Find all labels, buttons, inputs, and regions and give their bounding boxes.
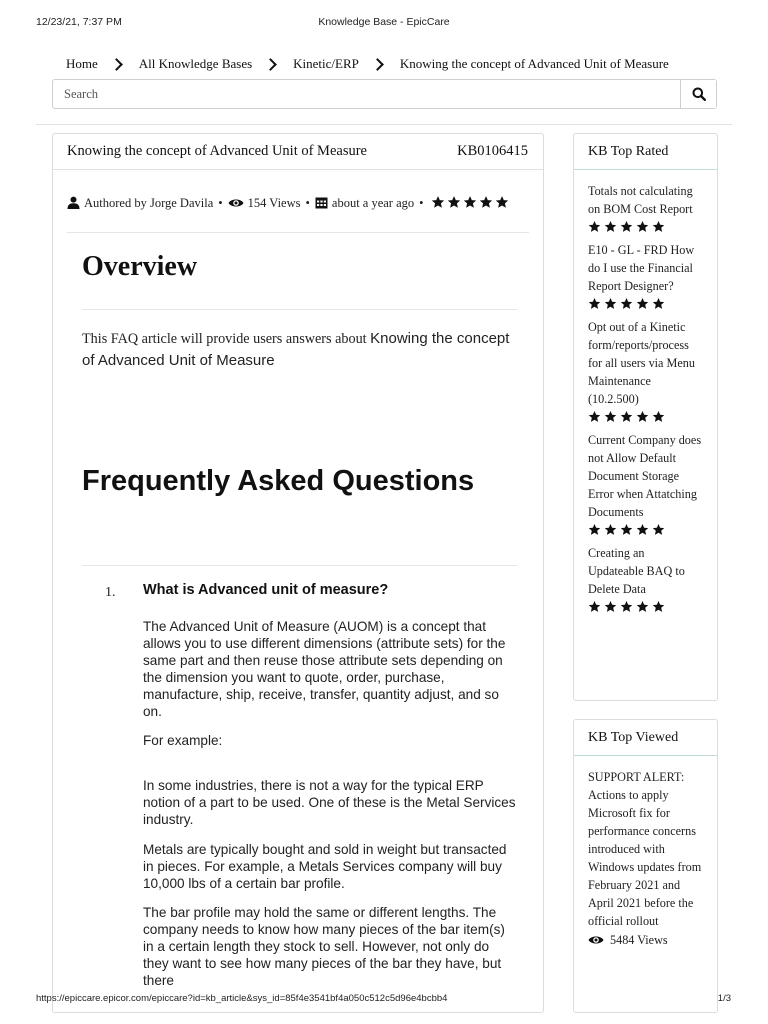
answer-paragraph: For example: [143, 733, 223, 748]
intro-serif: This FAQ article will provide users answers about [82, 331, 371, 347]
breadcrumb-current: Knowing the concept of Advanced Unit of Measure [399, 56, 669, 71]
star-icon [588, 600, 601, 613]
star-icon [636, 600, 649, 613]
top-rated-item-link[interactable]: Totals not calculating on BOM Cost Report [588, 184, 693, 216]
search-button[interactable] [680, 80, 716, 108]
star-icon [447, 195, 461, 209]
star-icon [636, 220, 649, 233]
calendar-icon [315, 196, 328, 209]
top-rated-item-link[interactable]: Creating an Updateable BAQ to Delete Data [588, 546, 685, 596]
top-rated-item [574, 241, 717, 310]
article-rating [429, 196, 509, 210]
top-rated-item-rating [588, 297, 703, 310]
print-page-number: 1/3 [717, 993, 731, 1004]
eye-icon [588, 934, 604, 946]
kb-top-viewed-panel [573, 719, 718, 1013]
article-author: Authored by Jorge Davila [84, 196, 214, 210]
intro-text [82, 328, 517, 372]
kb-top-rated-panel [573, 133, 718, 701]
top-rated-item-link[interactable]: E10 - GL - FRD How do I use the Financial Report Designer? [588, 243, 695, 293]
question-number: 1. [105, 585, 116, 600]
star-icon [620, 297, 633, 310]
article-number: KB0106415 [457, 143, 528, 159]
eye-icon [228, 197, 244, 209]
search-bar [52, 79, 717, 109]
kb-top-viewed-title: KB Top Viewed [574, 720, 717, 756]
top-rated-item [574, 318, 717, 423]
top-rated-item-rating [588, 600, 703, 613]
star-icon [620, 600, 633, 613]
top-viewed-item-view-count: 5484 Views [610, 933, 668, 947]
star-icon [652, 523, 665, 536]
star-icon [495, 195, 509, 209]
star-icon [652, 600, 665, 613]
top-rated-item-rating [588, 410, 703, 423]
overview-heading: Overview [82, 251, 198, 282]
star-icon [652, 220, 665, 233]
star-icon [588, 523, 601, 536]
article-panel [52, 133, 544, 1013]
faq-heading: Frequently Asked Questions [82, 465, 475, 497]
star-icon [588, 297, 601, 310]
chevron-right-icon [264, 58, 277, 71]
top-viewed-item-link[interactable]: SUPPORT ALERT: Actions to apply Microsoft fix for performance concerns introduced with Windows updates from February 2021 and April 2021 before the official rollout [588, 770, 702, 928]
top-rated-item [574, 431, 717, 536]
divider [67, 232, 529, 233]
breadcrumb-all-knowledge-bases[interactable]: All Knowledge Bases [138, 56, 253, 71]
breadcrumb-kinetic-erp[interactable]: Kinetic/ERP [293, 56, 359, 71]
star-icon [588, 410, 601, 423]
star-icon [620, 220, 633, 233]
top-viewed-item [574, 768, 717, 949]
print-title: Knowledge Base - EpicCare [318, 16, 450, 28]
star-icon [652, 410, 665, 423]
star-icon [604, 600, 617, 613]
top-rated-item-rating [588, 220, 703, 233]
search-input[interactable] [53, 80, 680, 108]
star-icon [636, 410, 649, 423]
kb-top-rated-title: KB Top Rated [574, 134, 717, 170]
top-viewed-item-views [588, 931, 703, 949]
print-footer [0, 993, 768, 1009]
print-datetime: 12/23/21, 7:37 PM [36, 16, 122, 28]
star-icon [588, 220, 601, 233]
article-views: 154 Views [247, 196, 301, 210]
star-icon [636, 523, 649, 536]
search-icon [692, 87, 706, 101]
article-header [53, 134, 543, 170]
article-meta: Authored by Jorge Davila • 154 Views • about a year ago • [67, 194, 531, 212]
article-title: Knowing the concept of Advanced Unit of Measure [67, 143, 367, 159]
star-icon [620, 523, 633, 536]
breadcrumb-home[interactable]: Home [66, 56, 98, 71]
answer-paragraph: The Advanced Unit of Measure (AUOM) is a concept that allows you to use different dimensions (attribute sets) for the same part and then reuse those attribute sets depending on the dimension you want to quote, order, purchase, manufacture, ship, receive, transfer, quantity adjust, and so on. [143, 619, 506, 719]
answer-paragraph: In some industries, there is not a way for the typical ERP notion of a part to be used. One of these is the Metal Services industry. [143, 778, 516, 827]
star-icon [604, 410, 617, 423]
answer-paragraph: Metals are typically bought and sold in weight but transacted in pieces. For example, a Metals Services company will buy 10,000 lbs of a certain bar profile. [143, 842, 507, 891]
star-icon [620, 410, 633, 423]
star-icon [604, 297, 617, 310]
article-age: about a year ago [331, 196, 415, 210]
user-icon [67, 196, 80, 209]
divider [82, 565, 517, 566]
divider [82, 309, 517, 310]
kb-top-viewed-list [574, 756, 717, 949]
star-icon [463, 195, 477, 209]
top-rated-item [574, 544, 717, 613]
star-icon [636, 297, 649, 310]
top-rated-item-link[interactable]: Opt out of a Kinetic form/reports/process for all users via Menu Maintenance (10.2.500) [588, 320, 695, 406]
breadcrumb [66, 55, 669, 73]
intro-topic: Knowing the concept of Advanced Unit of Measure [82, 330, 510, 369]
star-icon [652, 297, 665, 310]
kb-top-rated-list [574, 170, 717, 613]
question-title: What is Advanced unit of measure? [143, 582, 389, 598]
divider [36, 124, 732, 125]
star-icon [604, 523, 617, 536]
answer-paragraph: The bar profile may hold the same or different lengths. The company needs to know how many pieces of the bar item(s) in a certain length they stock to sell. However, not only do they want to see how many pieces of the bar they have, but there [143, 905, 505, 988]
top-rated-item [574, 182, 717, 233]
star-icon [604, 220, 617, 233]
top-rated-item-link[interactable]: Current Company does not Allow Default Document Storage Error when Attatching Documents [588, 433, 702, 519]
chevron-right-icon [371, 58, 384, 71]
star-icon [431, 195, 445, 209]
print-url: https://epiccare.epicor.com/epiccare?id=kb_article&sys_id=85f4e3541bf4a050c512c5d96e4bcbb4 [36, 993, 448, 1004]
chevron-right-icon [110, 58, 123, 71]
top-rated-item-rating [588, 523, 703, 536]
star-icon [479, 195, 493, 209]
print-header [0, 16, 768, 32]
